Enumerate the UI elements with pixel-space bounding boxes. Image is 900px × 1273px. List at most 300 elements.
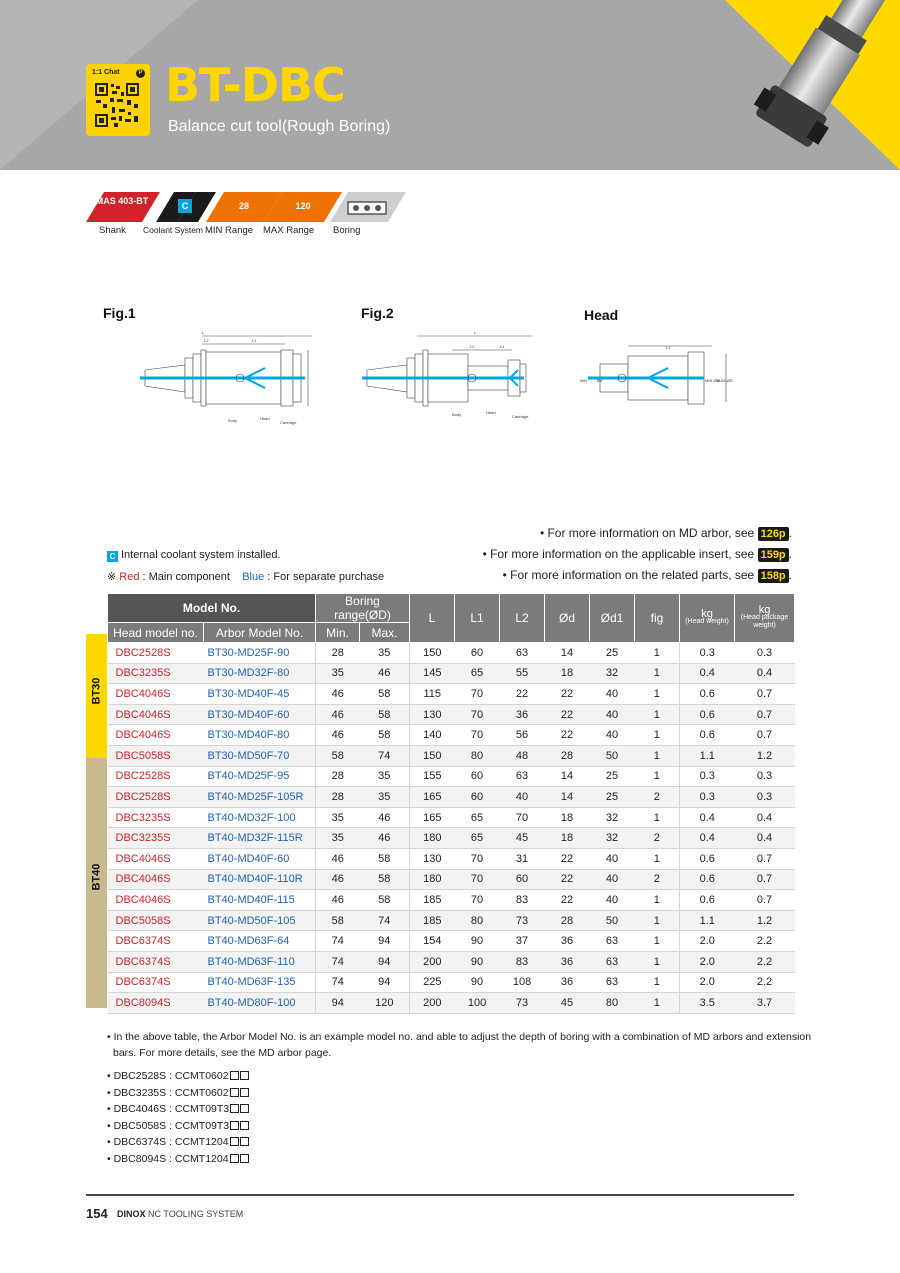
kg-pkg-cell: 0.7 — [735, 890, 795, 911]
max-cell: 74 — [360, 910, 410, 931]
coolant-note — [107, 549, 281, 562]
min-cell: 35 — [316, 828, 360, 849]
arbor-model-cell: BT40-MD40F-110R — [204, 869, 316, 890]
head-model-cell: DBC5058S — [108, 910, 204, 931]
kg-pkg-cell: 2.2 — [735, 931, 795, 952]
L1-cell: 60 — [455, 643, 500, 664]
head-model-cell: DBC4046S — [108, 890, 204, 911]
spec-badges — [86, 192, 416, 224]
kg-pkg-cell: 2.2 — [735, 951, 795, 972]
d-cell: 18 — [545, 663, 590, 684]
d-cell: 22 — [545, 890, 590, 911]
th-kg-pkg-sub: (Head package weight) — [740, 614, 789, 629]
kg-head-cell: 1.1 — [680, 910, 735, 931]
th-model-no: Model No. — [108, 594, 316, 623]
fig2-dim-L2: L2 — [470, 344, 475, 349]
L2-cell: 56 — [500, 725, 545, 746]
d-cell: 22 — [545, 869, 590, 890]
kg-head-cell: 0.6 — [680, 869, 735, 890]
table-row — [108, 807, 795, 828]
d1-cell: 40 — [590, 848, 635, 869]
head-model-cell: DBC6374S — [108, 951, 204, 972]
kg-head-cell: 1.1 — [680, 745, 735, 766]
th-boring-range: Boring range(ØD) — [316, 594, 410, 623]
d1-cell: 25 — [590, 787, 635, 808]
note-parts — [503, 568, 792, 583]
group-bar-bt40 — [86, 758, 107, 1008]
arbor-model-cell: BT40-MD50F-105 — [204, 910, 316, 931]
L1-cell: 70 — [455, 869, 500, 890]
arbor-model-cell: BT30-MD50F-70 — [204, 745, 316, 766]
qr-chat-box[interactable] — [86, 64, 150, 136]
th-fig: fig — [635, 594, 680, 643]
fig-cell: 1 — [635, 972, 680, 993]
L1-cell: 65 — [455, 828, 500, 849]
kg-pkg-cell: 0.3 — [735, 787, 795, 808]
d-cell: 45 — [545, 993, 590, 1014]
fig2-drawing — [362, 330, 542, 430]
fig-cell: 1 — [635, 663, 680, 684]
max-cell: 35 — [360, 787, 410, 808]
d1-cell: 50 — [590, 910, 635, 931]
coolant-badge — [178, 192, 192, 222]
d-cell: 22 — [545, 725, 590, 746]
th-L: L — [410, 594, 455, 643]
L2-cell: 31 — [500, 848, 545, 869]
d1-cell: 25 — [590, 766, 635, 787]
kg-pkg-cell: 0.7 — [735, 704, 795, 725]
L2-cell: 40 — [500, 787, 545, 808]
badge-label-coolant: Coolant System — [143, 225, 203, 235]
max-cell: 58 — [360, 684, 410, 705]
badge-label-min: MIN Range — [205, 225, 254, 236]
fig-cell: 1 — [635, 910, 680, 931]
color-legend — [107, 570, 384, 583]
fig2-dim-L: L — [474, 330, 477, 335]
th-kg-pkg — [735, 594, 795, 643]
head-dim-d1: Ød1 — [580, 378, 588, 383]
insert-item-text: • DBC6374S : CCMT1204 — [107, 1136, 229, 1148]
max-cell: 35 — [360, 643, 410, 664]
insert-item-text: • DBC4046S : CCMT09T3 — [107, 1103, 230, 1115]
kg-pkg-cell: 0.7 — [735, 684, 795, 705]
footnote-main-2: bars. For more details, see the MD arbor page. — [113, 1047, 332, 1059]
th-kg-head — [680, 594, 735, 643]
table-row — [108, 643, 795, 664]
note-md-arbor-text: • For more information on MD arbor, see — [539, 526, 755, 540]
max-cell: 46 — [360, 807, 410, 828]
head-model-cell: DBC4046S — [108, 725, 204, 746]
note-insert — [483, 547, 792, 562]
coolant-note-text: Internal coolant system installed. — [121, 549, 281, 561]
kg-pkg-cell: 1.2 — [735, 910, 795, 931]
min-cell: 35 — [316, 807, 360, 828]
d1-cell: 32 — [590, 663, 635, 684]
min-cell: 94 — [316, 993, 360, 1014]
kg-head-cell: 0.3 — [680, 787, 735, 808]
coolant-badge-icon: C — [178, 199, 192, 213]
max-range-value: 120 — [295, 201, 311, 211]
head-model-cell: DBC3235S — [108, 828, 204, 849]
head-model-cell: DBC6374S — [108, 931, 204, 952]
table-row — [108, 704, 795, 725]
L2-cell: 22 — [500, 684, 545, 705]
head-model-cell: DBC6374S — [108, 972, 204, 993]
table-row — [108, 848, 795, 869]
legend-red: Red — [119, 571, 140, 583]
qr-chat-label: 1:1 Chat — [92, 69, 120, 76]
L-cell: 200 — [410, 951, 455, 972]
arbor-model-cell: BT30-MD40F-60 — [204, 704, 316, 725]
L-cell: 165 — [410, 787, 455, 808]
table-row — [108, 931, 795, 952]
max-cell: 58 — [360, 890, 410, 911]
note-parts-text: • For more information on the related parts, see — [502, 568, 755, 582]
fig-cell: 1 — [635, 725, 680, 746]
L1-cell: 80 — [455, 745, 500, 766]
head-dim-min: MIN ØD — [705, 378, 720, 383]
note-md-arbor-page[interactable]: 126p — [758, 527, 789, 541]
L2-cell: 70 — [500, 807, 545, 828]
arbor-model-cell: BT40-MD25F-105R — [204, 787, 316, 808]
insert-list — [107, 1068, 249, 1167]
insert-item-text: • DBC8094S : CCMT1204 — [107, 1152, 229, 1165]
min-cell: 74 — [316, 951, 360, 972]
d-cell: 36 — [545, 972, 590, 993]
head-model-cell: DBC2528S — [108, 766, 204, 787]
kg-head-cell: 0.3 — [680, 766, 735, 787]
spec-table-body — [108, 643, 795, 1014]
kg-pkg-cell: 1.2 — [735, 745, 795, 766]
legend-blue-text: : For separate purchase — [267, 571, 385, 583]
L2-cell: 63 — [500, 766, 545, 787]
max-cell: 94 — [360, 972, 410, 993]
fig-cell: 1 — [635, 745, 680, 766]
qr-badge-icon: P — [136, 69, 145, 78]
d-cell: 22 — [545, 848, 590, 869]
arbor-model-cell: BT30-MD40F-45 — [204, 684, 316, 705]
footnote-main: • In the above table, the Arbor Model No. is an example model no. and able to adjust the depth of boring with a combination of MD arbors and extension — [107, 1031, 812, 1043]
L-cell: 185 — [410, 910, 455, 931]
badge-label-max: MAX Range — [263, 225, 315, 236]
max-range-badge — [274, 192, 332, 222]
legend-mark: ※ — [107, 571, 117, 583]
d1-cell: 40 — [590, 684, 635, 705]
L-cell: 155 — [410, 766, 455, 787]
L2-cell: 73 — [500, 993, 545, 1014]
fig-cell: 2 — [635, 828, 680, 849]
kg-head-cell: 0.4 — [680, 663, 735, 684]
min-cell: 58 — [316, 745, 360, 766]
d1-cell: 40 — [590, 704, 635, 725]
arbor-model-cell: BT30-MD25F-90 — [204, 643, 316, 664]
badge-label-boring: Boring — [333, 225, 361, 236]
L-cell: 140 — [410, 725, 455, 746]
L-cell: 115 — [410, 684, 455, 705]
insert-item — [107, 1134, 249, 1151]
insert-item-text: • DBC2528S : CCMT0602 — [107, 1070, 229, 1082]
fig-cell: 1 — [635, 993, 680, 1014]
d-cell: 36 — [545, 931, 590, 952]
note-insert-page[interactable]: 159p — [758, 548, 789, 562]
d-cell: 22 — [545, 684, 590, 705]
arbor-model-cell: BT40-MD32F-115R — [204, 828, 316, 849]
th-kg-head-unit: kg — [701, 608, 713, 620]
L1-cell: 70 — [455, 725, 500, 746]
legend-blue: Blue — [242, 571, 265, 583]
L2-cell: 55 — [500, 663, 545, 684]
max-cell: 120 — [360, 993, 410, 1014]
head-model-cell: DBC3235S — [108, 807, 204, 828]
fig-cell: 1 — [635, 931, 680, 952]
kg-pkg-cell: 0.4 — [735, 807, 795, 828]
arbor-model-cell: BT30-MD32F-80 — [204, 663, 316, 684]
kg-pkg-cell: 0.7 — [735, 848, 795, 869]
head-model-cell: DBC2528S — [108, 787, 204, 808]
L-cell: 225 — [410, 972, 455, 993]
min-cell: 28 — [316, 766, 360, 787]
L1-cell: 70 — [455, 890, 500, 911]
d-cell: 22 — [545, 704, 590, 725]
th-d: Ød — [545, 594, 590, 643]
d1-cell: 32 — [590, 807, 635, 828]
head-model-cell: DBC2528S — [108, 643, 204, 664]
kg-head-cell: 0.4 — [680, 807, 735, 828]
L-cell: 200 — [410, 993, 455, 1014]
badge-labels — [86, 225, 416, 239]
L1-cell: 80 — [455, 910, 500, 931]
L-cell: 180 — [410, 869, 455, 890]
min-cell: 46 — [316, 848, 360, 869]
table-row — [108, 684, 795, 705]
head-model-cell: DBC5058S — [108, 745, 204, 766]
table-row — [108, 869, 795, 890]
L2-cell: 83 — [500, 890, 545, 911]
L2-cell: 37 — [500, 931, 545, 952]
min-cell: 46 — [316, 725, 360, 746]
head-model-cell: DBC4046S — [108, 684, 204, 705]
kg-pkg-cell: 0.7 — [735, 725, 795, 746]
head-dim-L1: L1 — [666, 345, 671, 350]
min-cell: 46 — [316, 869, 360, 890]
L-cell: 180 — [410, 828, 455, 849]
note-insert-text: • For more information on the applicable insert, see — [482, 547, 755, 561]
table-row — [108, 910, 795, 931]
max-cell: 58 — [360, 848, 410, 869]
table-row — [108, 787, 795, 808]
L2-cell: 48 — [500, 745, 545, 766]
head-model-cell: DBC4046S — [108, 869, 204, 890]
head-model-cell: DBC8094S — [108, 993, 204, 1014]
fig1-part-body: Body — [228, 418, 238, 423]
d-cell: 14 — [545, 643, 590, 664]
kg-head-cell: 2.0 — [680, 972, 735, 993]
th-max: Max. — [360, 623, 410, 643]
arbor-model-cell: BT40-MD63F-64 — [204, 931, 316, 952]
L2-cell: 36 — [500, 704, 545, 725]
fig2-dim-L1: L1 — [500, 344, 505, 349]
head-model-cell: DBC4046S — [108, 704, 204, 725]
fig2-part-body: Body — [452, 412, 462, 417]
table-row — [108, 828, 795, 849]
max-cell: 74 — [360, 745, 410, 766]
fig-cell: 1 — [635, 684, 680, 705]
d1-cell: 40 — [590, 890, 635, 911]
max-cell: 58 — [360, 725, 410, 746]
kg-head-cell: 0.6 — [680, 890, 735, 911]
d1-cell: 40 — [590, 725, 635, 746]
footer-brand-name: DINOX — [117, 1209, 146, 1219]
L2-cell: 60 — [500, 869, 545, 890]
group-label-bt30: BT30 — [90, 677, 103, 705]
min-cell: 46 — [316, 684, 360, 705]
L-cell: 154 — [410, 931, 455, 952]
table-row — [108, 725, 795, 746]
th-arbor-model: Arbor Model No. — [204, 623, 316, 643]
kg-head-cell: 0.6 — [680, 684, 735, 705]
fig-cell: 1 — [635, 951, 680, 972]
head-drawing — [578, 340, 738, 415]
d-cell: 18 — [545, 807, 590, 828]
arbor-model-cell: BT30-MD40F-80 — [204, 725, 316, 746]
min-cell: 74 — [316, 972, 360, 993]
table-row — [108, 663, 795, 684]
d-cell: 36 — [545, 951, 590, 972]
fig-cell: 2 — [635, 869, 680, 890]
d-cell: 14 — [545, 787, 590, 808]
shank-badge-value: MAS 403-BT — [95, 196, 149, 206]
footer-rule — [86, 1194, 794, 1196]
kg-pkg-cell: 0.4 — [735, 663, 795, 684]
min-cell: 28 — [316, 787, 360, 808]
L1-cell: 70 — [455, 684, 500, 705]
arbor-model-cell: BT40-MD40F-60 — [204, 848, 316, 869]
L2-cell: 83 — [500, 951, 545, 972]
badge-label-shank: Shank — [99, 225, 126, 236]
note-md-arbor — [540, 526, 792, 541]
group-label-bt40: BT40 — [90, 863, 103, 891]
page-subtitle: Balance cut tool(Rough Boring) — [168, 118, 391, 135]
L1-cell: 90 — [455, 931, 500, 952]
head-dim-max: MAX ØD — [717, 378, 733, 383]
kg-head-cell: 0.4 — [680, 828, 735, 849]
head-model-cell: DBC4046S — [108, 848, 204, 869]
table-row — [108, 745, 795, 766]
max-cell: 94 — [360, 951, 410, 972]
d1-cell: 63 — [590, 951, 635, 972]
th-kg-pkg-unit: kg — [758, 604, 771, 616]
note-insert-end: . — [788, 547, 792, 561]
fig-cell: 1 — [635, 766, 680, 787]
kg-pkg-cell: 0.3 — [735, 643, 795, 664]
kg-head-cell: 0.3 — [680, 643, 735, 664]
boring-icon — [344, 201, 390, 215]
table-row — [108, 993, 795, 1014]
footer-brand — [117, 1209, 243, 1219]
th-head-model: Head model no. — [108, 623, 204, 643]
max-cell: 58 — [360, 704, 410, 725]
fig1-dim-L: L — [202, 330, 205, 335]
L1-cell: 60 — [455, 766, 500, 787]
note-md-arbor-end: . — [788, 526, 792, 540]
fig2-part-cartridge: Cartridge — [512, 414, 529, 419]
fig1-dim-L2: L2 — [204, 338, 209, 343]
kg-pkg-cell: 0.4 — [735, 828, 795, 849]
arbor-model-cell: BT40-MD25F-95 — [204, 766, 316, 787]
d1-cell: 40 — [590, 869, 635, 890]
L-cell: 145 — [410, 663, 455, 684]
arbor-model-cell: BT40-MD80F-100 — [204, 993, 316, 1014]
qr-code-icon — [94, 82, 140, 128]
min-range-value: 28 — [238, 201, 249, 211]
note-parts-end: . — [788, 568, 792, 582]
group-bar-bt30 — [86, 634, 107, 758]
max-cell: 46 — [360, 828, 410, 849]
d1-cell: 63 — [590, 931, 635, 952]
kg-pkg-cell: 0.3 — [735, 766, 795, 787]
L2-cell: 45 — [500, 828, 545, 849]
d1-cell: 25 — [590, 643, 635, 664]
d1-cell: 63 — [590, 972, 635, 993]
min-cell: 74 — [316, 931, 360, 952]
kg-pkg-cell: 2.2 — [735, 972, 795, 993]
kg-pkg-cell: 3.7 — [735, 993, 795, 1014]
kg-head-cell: 0.6 — [680, 704, 735, 725]
head-model-cell: DBC3235S — [108, 663, 204, 684]
shank-badge — [94, 192, 150, 222]
fig-cell: 1 — [635, 704, 680, 725]
th-min: Min. — [316, 623, 360, 643]
insert-item — [107, 1068, 249, 1085]
min-cell: 28 — [316, 643, 360, 664]
L1-cell: 70 — [455, 704, 500, 725]
L1-cell: 90 — [455, 951, 500, 972]
arbor-model-cell: BT40-MD32F-100 — [204, 807, 316, 828]
th-L1: L1 — [455, 594, 500, 643]
page-title: BT-DBC — [165, 58, 345, 112]
L2-cell: 73 — [500, 910, 545, 931]
max-cell: 46 — [360, 663, 410, 684]
fig-cell: 2 — [635, 787, 680, 808]
L1-cell: 90 — [455, 972, 500, 993]
L-cell: 130 — [410, 704, 455, 725]
table-row — [108, 890, 795, 911]
L1-cell: 65 — [455, 807, 500, 828]
fig-cell: 1 — [635, 848, 680, 869]
fig1-dim-L1: L1 — [252, 338, 257, 343]
L2-cell: 63 — [500, 643, 545, 664]
note-parts-page[interactable]: 158p — [758, 569, 789, 583]
kg-head-cell: 2.0 — [680, 951, 735, 972]
kg-pkg-cell: 0.7 — [735, 869, 795, 890]
L-cell: 165 — [410, 807, 455, 828]
arbor-model-cell: BT40-MD63F-135 — [204, 972, 316, 993]
L1-cell: 70 — [455, 848, 500, 869]
max-cell: 58 — [360, 869, 410, 890]
insert-item — [107, 1118, 249, 1135]
fig1-part-cartridge: Cartridge — [280, 420, 297, 425]
fig2-part-head: Head — [486, 410, 496, 415]
insert-item-text: • DBC5058S : CCMT09T3 — [107, 1119, 230, 1132]
d-cell: 18 — [545, 828, 590, 849]
min-cell: 35 — [316, 663, 360, 684]
L1-cell: 60 — [455, 787, 500, 808]
min-range-badge — [216, 192, 272, 222]
d1-cell: 50 — [590, 745, 635, 766]
fig-cell: 1 — [635, 807, 680, 828]
th-L2: L2 — [500, 594, 545, 643]
min-cell: 46 — [316, 890, 360, 911]
